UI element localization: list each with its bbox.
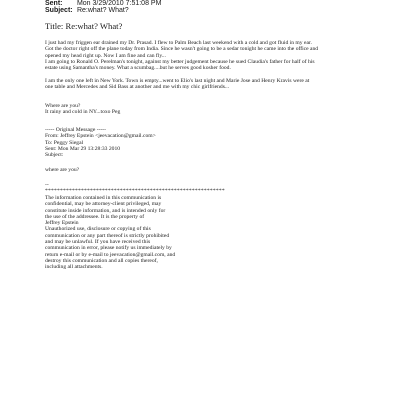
body-line: opened my head right up. Now I am fine and can fly... xyxy=(45,52,166,59)
disclaimer-line: constitute inside information, and is intended only for xyxy=(45,207,166,214)
original-question: where are you? xyxy=(45,167,80,173)
disclaimer-line: communication or any part thereof is strictly prohibited xyxy=(45,232,170,239)
subject-row xyxy=(45,7,129,15)
original-subject: Subject: xyxy=(45,152,64,159)
disclaimer-line: communication in error, please notify us immediately by xyxy=(45,245,172,252)
sent-value: Mon 3/29/2010 7:51:08 PM xyxy=(76,0,162,7)
original-divider: ----- Original Message ----- xyxy=(45,127,107,133)
subject-label: Subject: xyxy=(45,7,73,14)
disclaimer-line: return e-mail or by e-mail to jeevacation@gmail.com, and xyxy=(45,251,176,258)
body-line: It rainy and cold in NY...toxo Peg xyxy=(45,109,121,116)
body-line: I am the only one left in New York. Town is empty...went to Elio's last night and Marie Jose and Henry Kravis were at xyxy=(45,78,310,84)
body-paragraph-2 xyxy=(45,78,375,91)
disclaimer-line: including all attachments. xyxy=(45,264,103,271)
body-line: I just had my friggen ear drained my Dr. Prasad. I flew to Palm Beach last weekend with a cold and got fluid in my ear. xyxy=(45,40,312,46)
signature-dashes: -- xyxy=(45,182,49,188)
confidentiality-disclaimer xyxy=(45,195,375,271)
original-from: From: Jeffrey Epstein <jeevacation@gmail.com> xyxy=(45,133,156,140)
body-line: Where are you? xyxy=(45,103,81,109)
disclaimer-line: confidential, may be attorney-client privileged, may xyxy=(45,201,162,208)
body-line: Got the doctor right off the plane today from India. Since he wasn't going to be a sedar tonight he came into the office and xyxy=(45,46,319,53)
disclaimer-line: Jeffrey Epstein xyxy=(45,220,79,227)
stars-divider: ************************************************************ xyxy=(45,188,225,194)
body-paragraph-1 xyxy=(45,40,375,71)
body-line: I am going to Ronald O. Perelman's tonight, against my better judgement because he sued Claudia's father for half of his xyxy=(45,58,315,65)
body-line: estate using Samantha's money. What a scumbag....but he serves good kosher food. xyxy=(45,65,231,72)
disclaimer-line: destroy this communication and all copies thereof, xyxy=(45,257,158,264)
body-line: one table and Mercedes and Sid Bass at another and me with my chic girlfriends... xyxy=(45,84,230,91)
subject-value: Re:what? What? xyxy=(76,7,129,14)
original-message-header xyxy=(45,127,375,158)
sent-label: Sent: xyxy=(45,0,63,7)
original-to: To: Peggy Siegal xyxy=(45,139,84,146)
original-sent: Sent: Mon Mar 29 13:28:33 2010 xyxy=(45,145,121,152)
message-title: Title: Re:what? What? xyxy=(45,21,123,31)
body-paragraph-3 xyxy=(45,103,375,116)
disclaimer-line: the use of the addressee. It is the property of xyxy=(45,213,145,220)
disclaimer-line: and may be unlawful. If you have received this xyxy=(45,239,151,246)
disclaimer-line: Unauthorized use, disclosure or copying of this xyxy=(45,226,151,233)
disclaimer-line: The information contained in this communication is xyxy=(45,195,162,201)
